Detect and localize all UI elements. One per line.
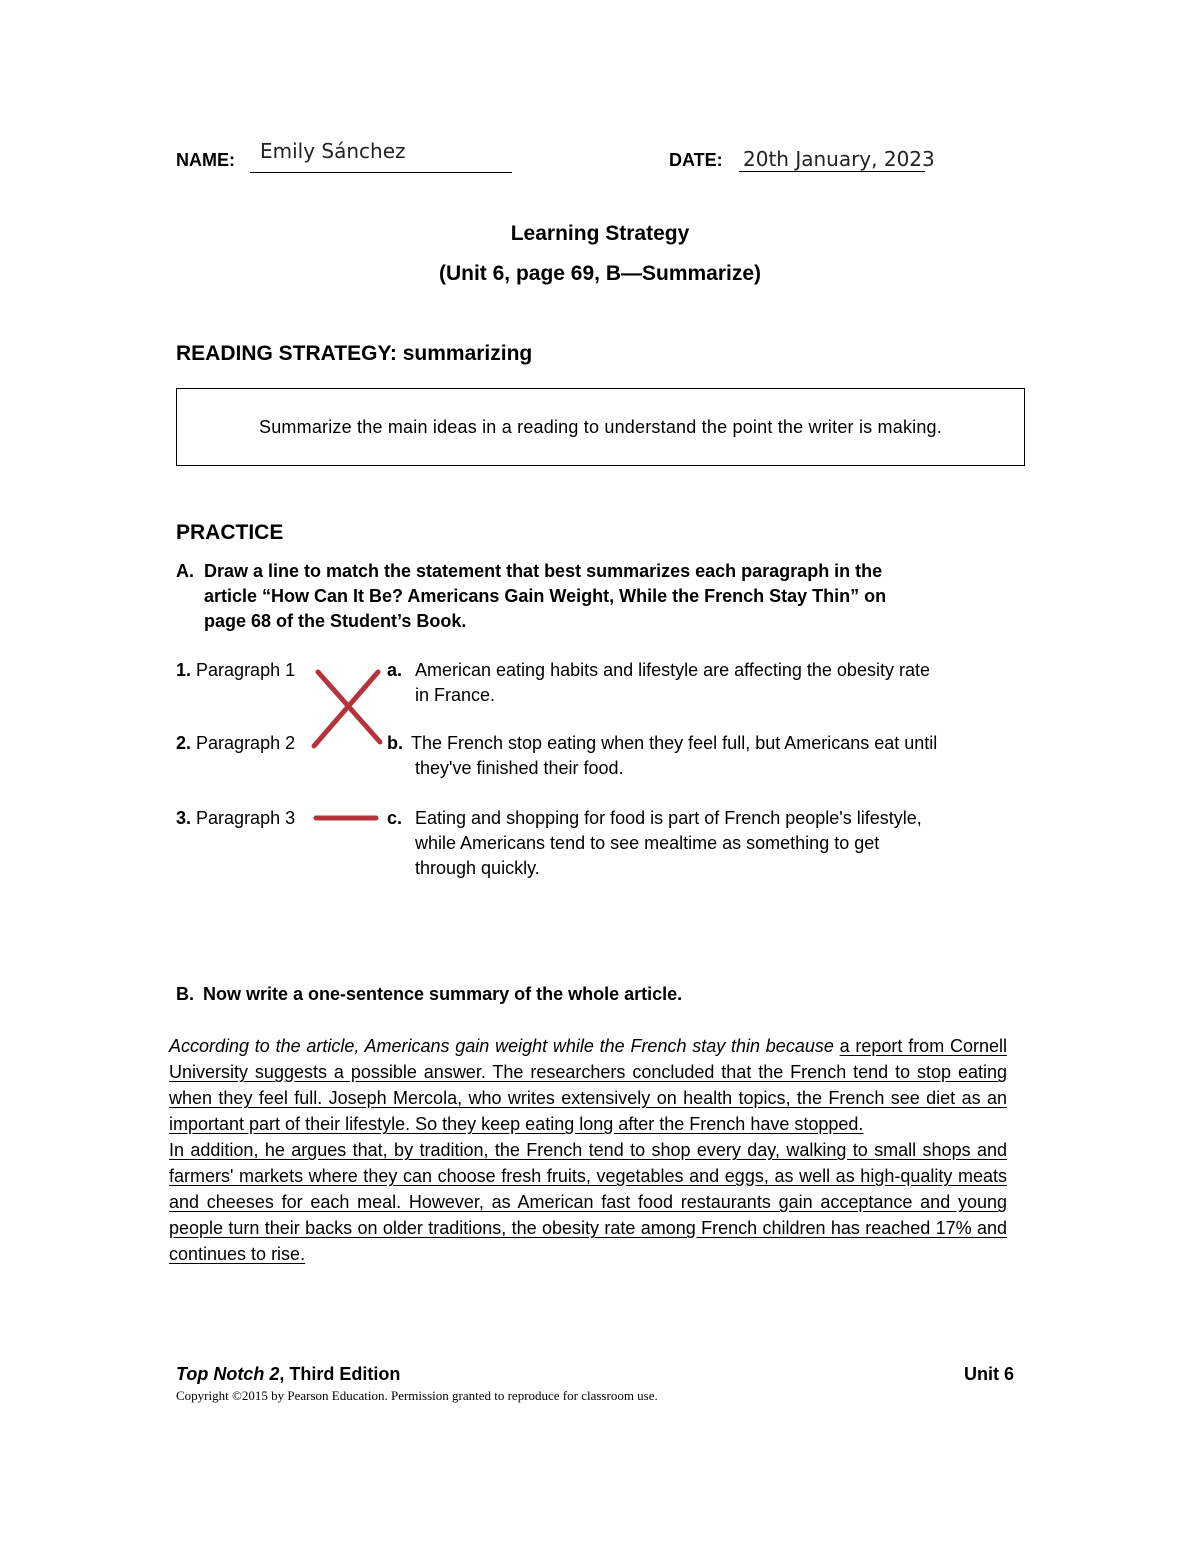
- name-value[interactable]: Emily Sánchez: [260, 139, 406, 163]
- date-value[interactable]: 20th January, 2023: [743, 147, 935, 171]
- statement-line: they've finished their food.: [415, 758, 624, 778]
- paragraph-label: Paragraph 3: [196, 808, 296, 828]
- part-a-instruction-line: page 68 of the Student’s Book.: [204, 611, 467, 631]
- statement-line: American eating habits and lifestyle are affecting the obesity rate: [415, 660, 930, 680]
- statement-line: through quickly.: [415, 858, 540, 878]
- part-a-instruction-line: Draw a line to match the statement that best summarizes each paragraph in the: [204, 561, 883, 581]
- statement-c-letter: c.: [387, 808, 403, 828]
- paragraph-label: Paragraph 2: [196, 733, 296, 753]
- strategy-box-text: Summarize the main ideas in a reading to understand the point the writer is making.: [259, 416, 942, 437]
- statement-line: in France.: [415, 685, 496, 705]
- statement-b-letter: b.: [387, 733, 403, 753]
- date-label: DATE:: [669, 150, 723, 170]
- summary-paragraph-1: [169, 1033, 1007, 1137]
- paragraph-number: 1.: [176, 660, 192, 680]
- statement-line: Eating and shopping for food is part of French people's lifestyle,: [415, 808, 922, 828]
- practice-heading: PRACTICE: [176, 521, 284, 544]
- summary-text: In addition, he argues that, by tradition, the French tend to shop every day, walking to small shops and farmers' markets where they can choose fresh fruits, vegetables and eggs, as well as high-quality meats and cheeses for each meal. However, as American fast food restaurants gain acceptance and young people turn their backs on older traditions, the obesity rate among French children has reached 17% and continues to rise.: [169, 1140, 1007, 1264]
- part-a-marker: A.: [176, 561, 194, 581]
- reading-strategy-heading: READING STRATEGY: summarizing: [176, 342, 533, 365]
- statement-line: The French stop eating when they feel full, but Americans eat until: [411, 733, 938, 753]
- part-b-instruction: Now write a one-sentence summary of the whole article.: [203, 984, 683, 1004]
- page-subtitle: (Unit 6, page 69, B—Summarize): [438, 262, 762, 285]
- paragraph-number: 3.: [176, 808, 192, 828]
- footer-copyright: Copyright ©2015 by Pearson Education. Permission granted to reproduce for classroom use.: [176, 1388, 658, 1403]
- part-b-marker: B.: [176, 984, 194, 1004]
- match-line-2-a: [314, 672, 378, 746]
- footer-unit: Unit 6: [964, 1364, 1015, 1384]
- summary-text: a report from Cornell University suggests a possible answer. The researchers concluded that the French tend to stop eating when they feel full. Joseph Mercola, who writes extensively on health topics, the French see diet as an important part of their lifestyle. So they keep eating long after the French have stopped.: [169, 1036, 1007, 1134]
- match-lines: [314, 672, 380, 818]
- footer-book-title: Top Notch 2: [176, 1364, 280, 1384]
- summary-answer[interactable]: [169, 1033, 1007, 1267]
- summary-paragraph-2: [169, 1137, 1007, 1267]
- paragraph-label: Paragraph 1: [196, 660, 296, 680]
- name-label: NAME:: [176, 150, 235, 170]
- statement-line: while Americans tend to see mealtime as something to get: [415, 833, 880, 853]
- part-a-instruction-line: article “How Can It Be? Americans Gain Weight, While the French Stay Thin” on: [204, 586, 887, 606]
- footer-book: [176, 1364, 400, 1385]
- paragraph-number: 2.: [176, 733, 192, 753]
- statement-a-letter: a.: [387, 660, 403, 680]
- footer-edition: , Third Edition: [279, 1364, 401, 1384]
- page-title: Learning Strategy: [510, 222, 690, 245]
- summary-intro: According to the article, Americans gain weight while the French stay thin because: [169, 1036, 834, 1056]
